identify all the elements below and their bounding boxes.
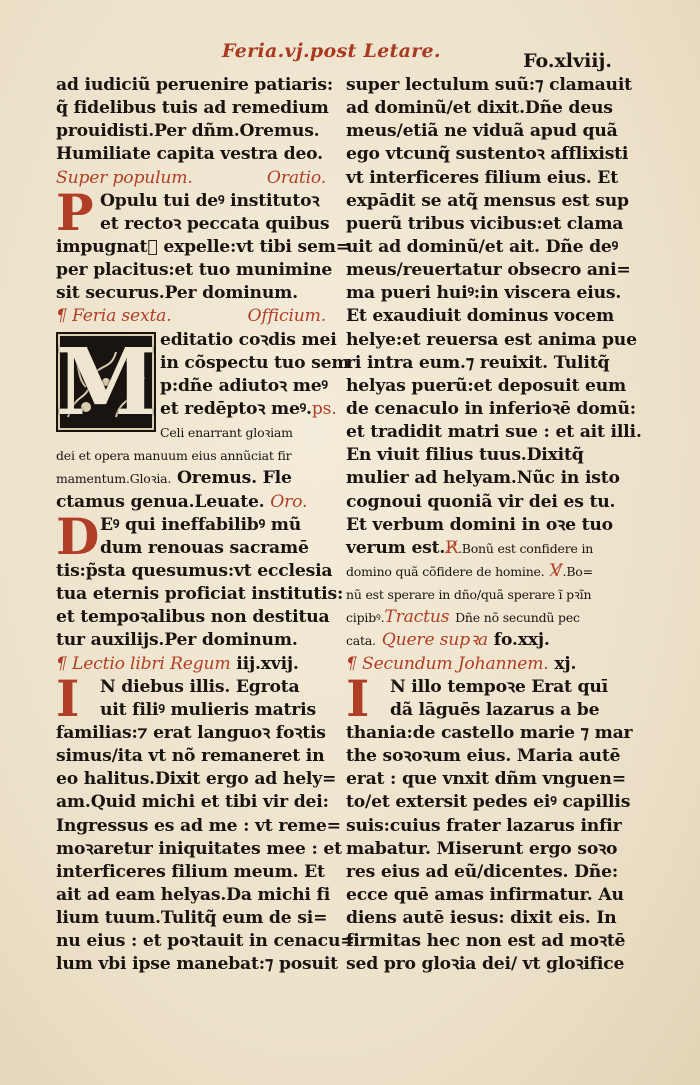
text-line: the soꝛoꝛum eius. Maria autē [346, 746, 621, 767]
responsory-marker: R̸ [445, 537, 458, 558]
text-line: firmitas hec non est ad moꝛtē [346, 931, 626, 952]
text-line: ri intra eum.⁊ reuixit. Tulitq̃ [346, 352, 610, 373]
text-line-part: verum est. [346, 537, 446, 558]
text-line: mabatur. Miserunt ergo soꝛo [346, 838, 618, 859]
text-line-part: ctamus genua.Leuate. [56, 491, 265, 512]
text-line: ego vtcunq̃ sustentoꝛ afflixisti [346, 144, 629, 165]
text-line: et tradidit matri sue : et ait illi. [346, 422, 642, 443]
oratio-block [56, 182, 350, 306]
psalm-marker: ps. [311, 398, 337, 419]
text-line: helye:et reuersa est anima pue [346, 329, 637, 350]
text-line: mulier ad helyam.Nũc in isto [346, 468, 620, 489]
deus-initial: D [56, 506, 100, 566]
text-line: ait ad eam helyas.Da michi fi [56, 884, 331, 905]
text-line: Et verbum domini in oꝛe tuo [346, 514, 613, 535]
text-line: N illo tempoꝛe Erat quī [390, 676, 608, 697]
text-line: et tempoꝛalibus non destitua [56, 607, 330, 628]
lectio-rubric-line [56, 653, 326, 676]
text-line: Ingressus es ad me : vt reme= [56, 815, 341, 836]
initial-letter: M [55, 327, 157, 436]
text-line: dã lāguēs lazarus a be [390, 699, 600, 720]
officium-block [55, 327, 350, 445]
text-line: Eꝰ qui ineffabilibꝰ mũ [100, 514, 302, 535]
text-line: N diebus illis. Egrota [100, 676, 300, 697]
text-line: uit ad dominũ/et ait. Dñe deꝰ [346, 236, 619, 257]
small-text-part: domino quã cõfidere de homine. [346, 563, 545, 579]
text-line: Humiliate capita vestra deo. [56, 144, 323, 165]
text-line: res eius ad eũ/dicentes. Dñe: [346, 861, 618, 882]
rubric-left: Super populum. [56, 167, 193, 188]
secundum-reference: xj. [554, 653, 577, 674]
deus-block [56, 506, 344, 653]
text-line: meus/etiã ne viduã apud quã [346, 121, 618, 142]
text-line: puerũ tribus vicibus:et clama [346, 213, 624, 234]
oratio-initial: P [56, 182, 94, 242]
text-line: q̃ fidelibus tuis ad remedium [56, 98, 329, 119]
text-line: moꝛaretur iniquitates mee : et [56, 838, 342, 859]
small-text-part: .Bo= [562, 563, 593, 579]
right-column [346, 74, 642, 976]
text-line [346, 629, 618, 652]
folio-number: Fo.xlviij. [523, 50, 612, 72]
text-line: thania:de castello marie ⁊ mar [346, 722, 633, 743]
rubric-right: Officium. [247, 306, 326, 327]
text-line: interficeres filium meum. Et [56, 861, 325, 882]
text-line [346, 606, 618, 629]
text-line: ad dominũ/et dixit.Dñe deus [346, 98, 613, 119]
super-populum-rubric [56, 167, 326, 190]
text-line: expādit se atq̃ mensus est sup [346, 190, 629, 211]
quere-reference: fo.xxj. [493, 630, 550, 651]
text-line: per placitus:et tuo munimine [56, 260, 333, 281]
secundum-rubric-line [346, 653, 618, 676]
text-line: meus/reuertatur obsecro ani= [346, 260, 631, 281]
text-line-part: Oremus. Fle [171, 468, 292, 489]
versicle-marker: V̸ [550, 560, 563, 581]
text-line: lum vbi ipse manebat:⁊ posuit [56, 954, 338, 975]
text-line: ma pueri huiꝰ:in viscera eius. [346, 283, 622, 304]
text-line: nu eius : et poꝛtauit in cenacu= [56, 931, 355, 952]
text-line: suis:cuius frater lazarus infir [346, 815, 622, 836]
text-line: erat : que vnxit dñm vnguen= [346, 769, 626, 790]
text-line: tur auxilijs.Per dominum. [56, 630, 298, 651]
small-text-part: cipibꝰ. [346, 610, 385, 626]
text-line: et rectoꝛ peccata quibus [100, 213, 330, 234]
text-line [346, 560, 618, 583]
text-line: in cõspectu tuo sem [160, 352, 350, 373]
text-line: editatio coꝛdis mei [160, 329, 337, 350]
rubric-right: Oratio. [266, 167, 326, 188]
text-line-part: et redēptoꝛ meꝰ. [160, 398, 312, 419]
text-line: helyas puerũ:et deposuit eum [346, 375, 627, 396]
text-line: En viuit filius tuus.Dixitq̃ [346, 445, 584, 466]
text-line: to/et extersit pedes eiꝰ capillis [346, 792, 631, 813]
text-line: diens autē iesus: dixit eis. In [346, 908, 617, 929]
text-line: Opulu tui deꝰ institutoꝛ [100, 190, 320, 211]
text-line: sed pro gloꝛia dei/ vt gloꝛifice [346, 954, 625, 975]
text-line: simus/ita vt nõ remaneret in [56, 746, 325, 767]
text-line: tis:p̃sta quesumus:vt ecclesia [56, 560, 333, 581]
text-line: am.Quid michi et tibi vir dei: [56, 792, 329, 813]
text-line [346, 537, 618, 560]
small-text-line: dei et opera manuum eius annũciat fir [56, 448, 292, 464]
quere-rubric: Quere supꝛa [381, 630, 488, 651]
lectio-reference: iij.xvij. [236, 653, 299, 674]
text-line: Et exaudiuit dominus vocem [346, 306, 615, 327]
text-line: prouidisti.Per dñm.Oremus. [56, 121, 320, 142]
gospel-initial: I [346, 668, 370, 728]
lectio-initial: I [56, 668, 80, 728]
small-text-line: Celi enarrant gloꝛiam [160, 425, 293, 441]
decorated-initial-woodcut [55, 327, 157, 436]
rubric-left: ¶ Feria sexta. [56, 306, 172, 327]
text-line: impugnat᷑ expelle:vt tibi sem= [56, 236, 350, 257]
text-line: ad iudiciũ peruenire patiaris: [56, 75, 333, 95]
feria-sexta-rubric [56, 305, 326, 328]
lectio-rubric: ¶ Lectio libri Regum [56, 653, 231, 674]
secundum-rubric: ¶ Secundum Johannem. [346, 653, 549, 674]
small-text-part: Dñe nõ secundũ pec [455, 610, 580, 626]
text-line: lium tuum.Tulitq̃ eum de si= [56, 908, 328, 929]
small-text-part: .Bonũ est confidere in [457, 540, 594, 556]
text-line: tua eternis proficiat institutis: [56, 584, 344, 605]
running-title: Feria.vj.post Letare. [222, 40, 441, 62]
text-line: ecce quē amas infirmatur. Au [346, 884, 624, 905]
text-line: super lectulum suũ:⁊ clamauit [346, 75, 632, 95]
text-line: vt interficeres filium eius. Et [346, 167, 618, 188]
lectio-block [56, 668, 355, 977]
text-line: dum renouas sacramē [100, 537, 309, 558]
small-text-part: cata. [346, 633, 376, 649]
text-line: de cenaculo in inferioꝛē domũ: [346, 398, 636, 419]
gospel-block [346, 668, 633, 977]
text-line: eo halitus.Dixit ergo ad hely= [56, 769, 337, 790]
small-text-line: nũ est sperare in dño/quã sperare ĩ pꝛĩn [346, 587, 592, 603]
text-line: familias:⁊ erat languoꝛ foꝛtis [56, 722, 326, 743]
tractus-label: Tractus [384, 607, 450, 628]
text-line [56, 467, 326, 490]
text-line: sit securus.Per dominum. [56, 283, 298, 304]
text-line: cognoui quoniã vir dei es tu. [346, 491, 616, 512]
oratio-label: Oro. [270, 491, 308, 512]
text-line: p:dñe adiutoꝛ meꝰ [160, 375, 328, 396]
left-column [55, 74, 355, 976]
small-text-part: mamentum.Gloꝛia. [56, 471, 172, 487]
text-line: uit filiꝰ mulieris matris [100, 699, 316, 720]
text-line [56, 491, 326, 514]
